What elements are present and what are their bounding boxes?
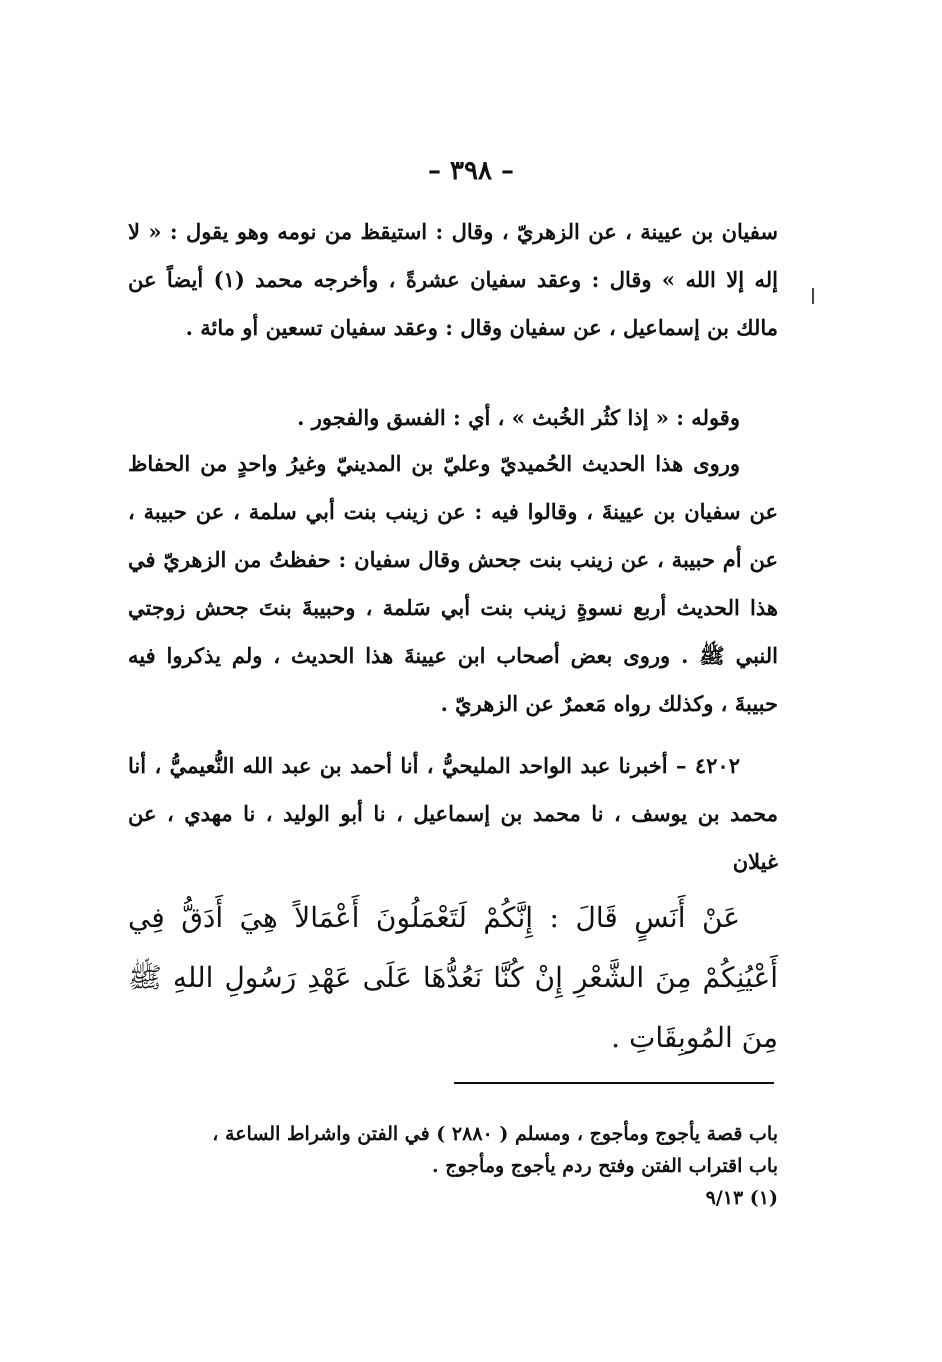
footnote-reference: ٩/١٣ [705, 1187, 744, 1209]
footnote-line: باب اقتراب الفتن وفتح ردم يأجوج ومأجوج . [431, 1155, 778, 1177]
paragraph-text: وقوله : « إذا كثُر الخُبث » ، أي : الفسق والفجور . [297, 405, 740, 430]
paragraph-explanation [128, 394, 778, 442]
paragraph-hadith-isnad [128, 742, 778, 886]
page-number: – ٣٩٨ – [427, 156, 515, 186]
margin-mark [812, 288, 814, 304]
footnote-divider [454, 1082, 774, 1084]
paragraph-narrators [128, 440, 778, 728]
footnote-marker: (١) [749, 1187, 778, 1209]
hadith-matn [128, 888, 778, 1068]
footnote-line [128, 1182, 778, 1214]
paragraph-chain-of-narration [128, 208, 778, 352]
footnotes [128, 1118, 778, 1214]
hadith-text: عَنْ أَنَسٍ قَالَ : إِنَّكُمْ لَتَعْمَلُونَ أَعْمَالاً هِيَ أَدَقُّ فِي أَعْيُنِكُمْ مِنَ الشَّعْرِ إِنْ كُنَّا نَعُدُّهَا عَلَى عَهْدِ رَسُولِ اللهِ ﷺ مِنَ المُوبِقَاتِ . [128, 901, 778, 1054]
paragraph-text: ٤٢٠٢ – أخبرنا عبد الواحد المليحيُّ ، أنا أحمد بن عبد الله النُّعيميُّ ، أنا محمد بن يوسف ، نا محمد بن إسماعيل ، نا أبو الوليد ، نا مهدي ، عن غيلان [128, 753, 778, 874]
paragraph-text: سفيان بن عيينة ، عن الزهريّ ، وقال : استيقظ من نومه وهو يقول : « لا إله إلا الله » وقال : وعقد سفيان عشرةً ، وأخرجه محمد (١) أيضاً عن مالك بن إسماعيل ، عن سفيان وقال : وعقد سفيان تسعين أو مائة . [128, 219, 778, 340]
paragraph-text: وروى هذا الحديث الحُميديّ وعليّ بن المدينيّ وغيرُ واحدٍ من الحفاظ عن سفيان بن عيينةَ ، وقالوا فيه : عن زينب بنت أبي سلمة ، عن حبيبة ، عن أم حبيبة ، عن زينب بنت جحش وقال سفيان : حفظتُ من الزهريّ في هذا الحديث أربع نسوةٍ زينب بنت أبي سَلمة ، وحبيبةَ بنتَ جحش زوجتي النبي ﷺ . وروى بعض أصحاب ابن عيينةَ هذا الحديث ، ولم يذكروا فيه حبيبةَ ، وكذلك رواه مَعمرٌ عن الزهريّ . [128, 451, 778, 716]
footnote-line: باب قصة يأجوج ومأجوج ، ومسلم ( ٢٨٨٠ ) في الفتن واشراط الساعة ، [212, 1123, 778, 1145]
